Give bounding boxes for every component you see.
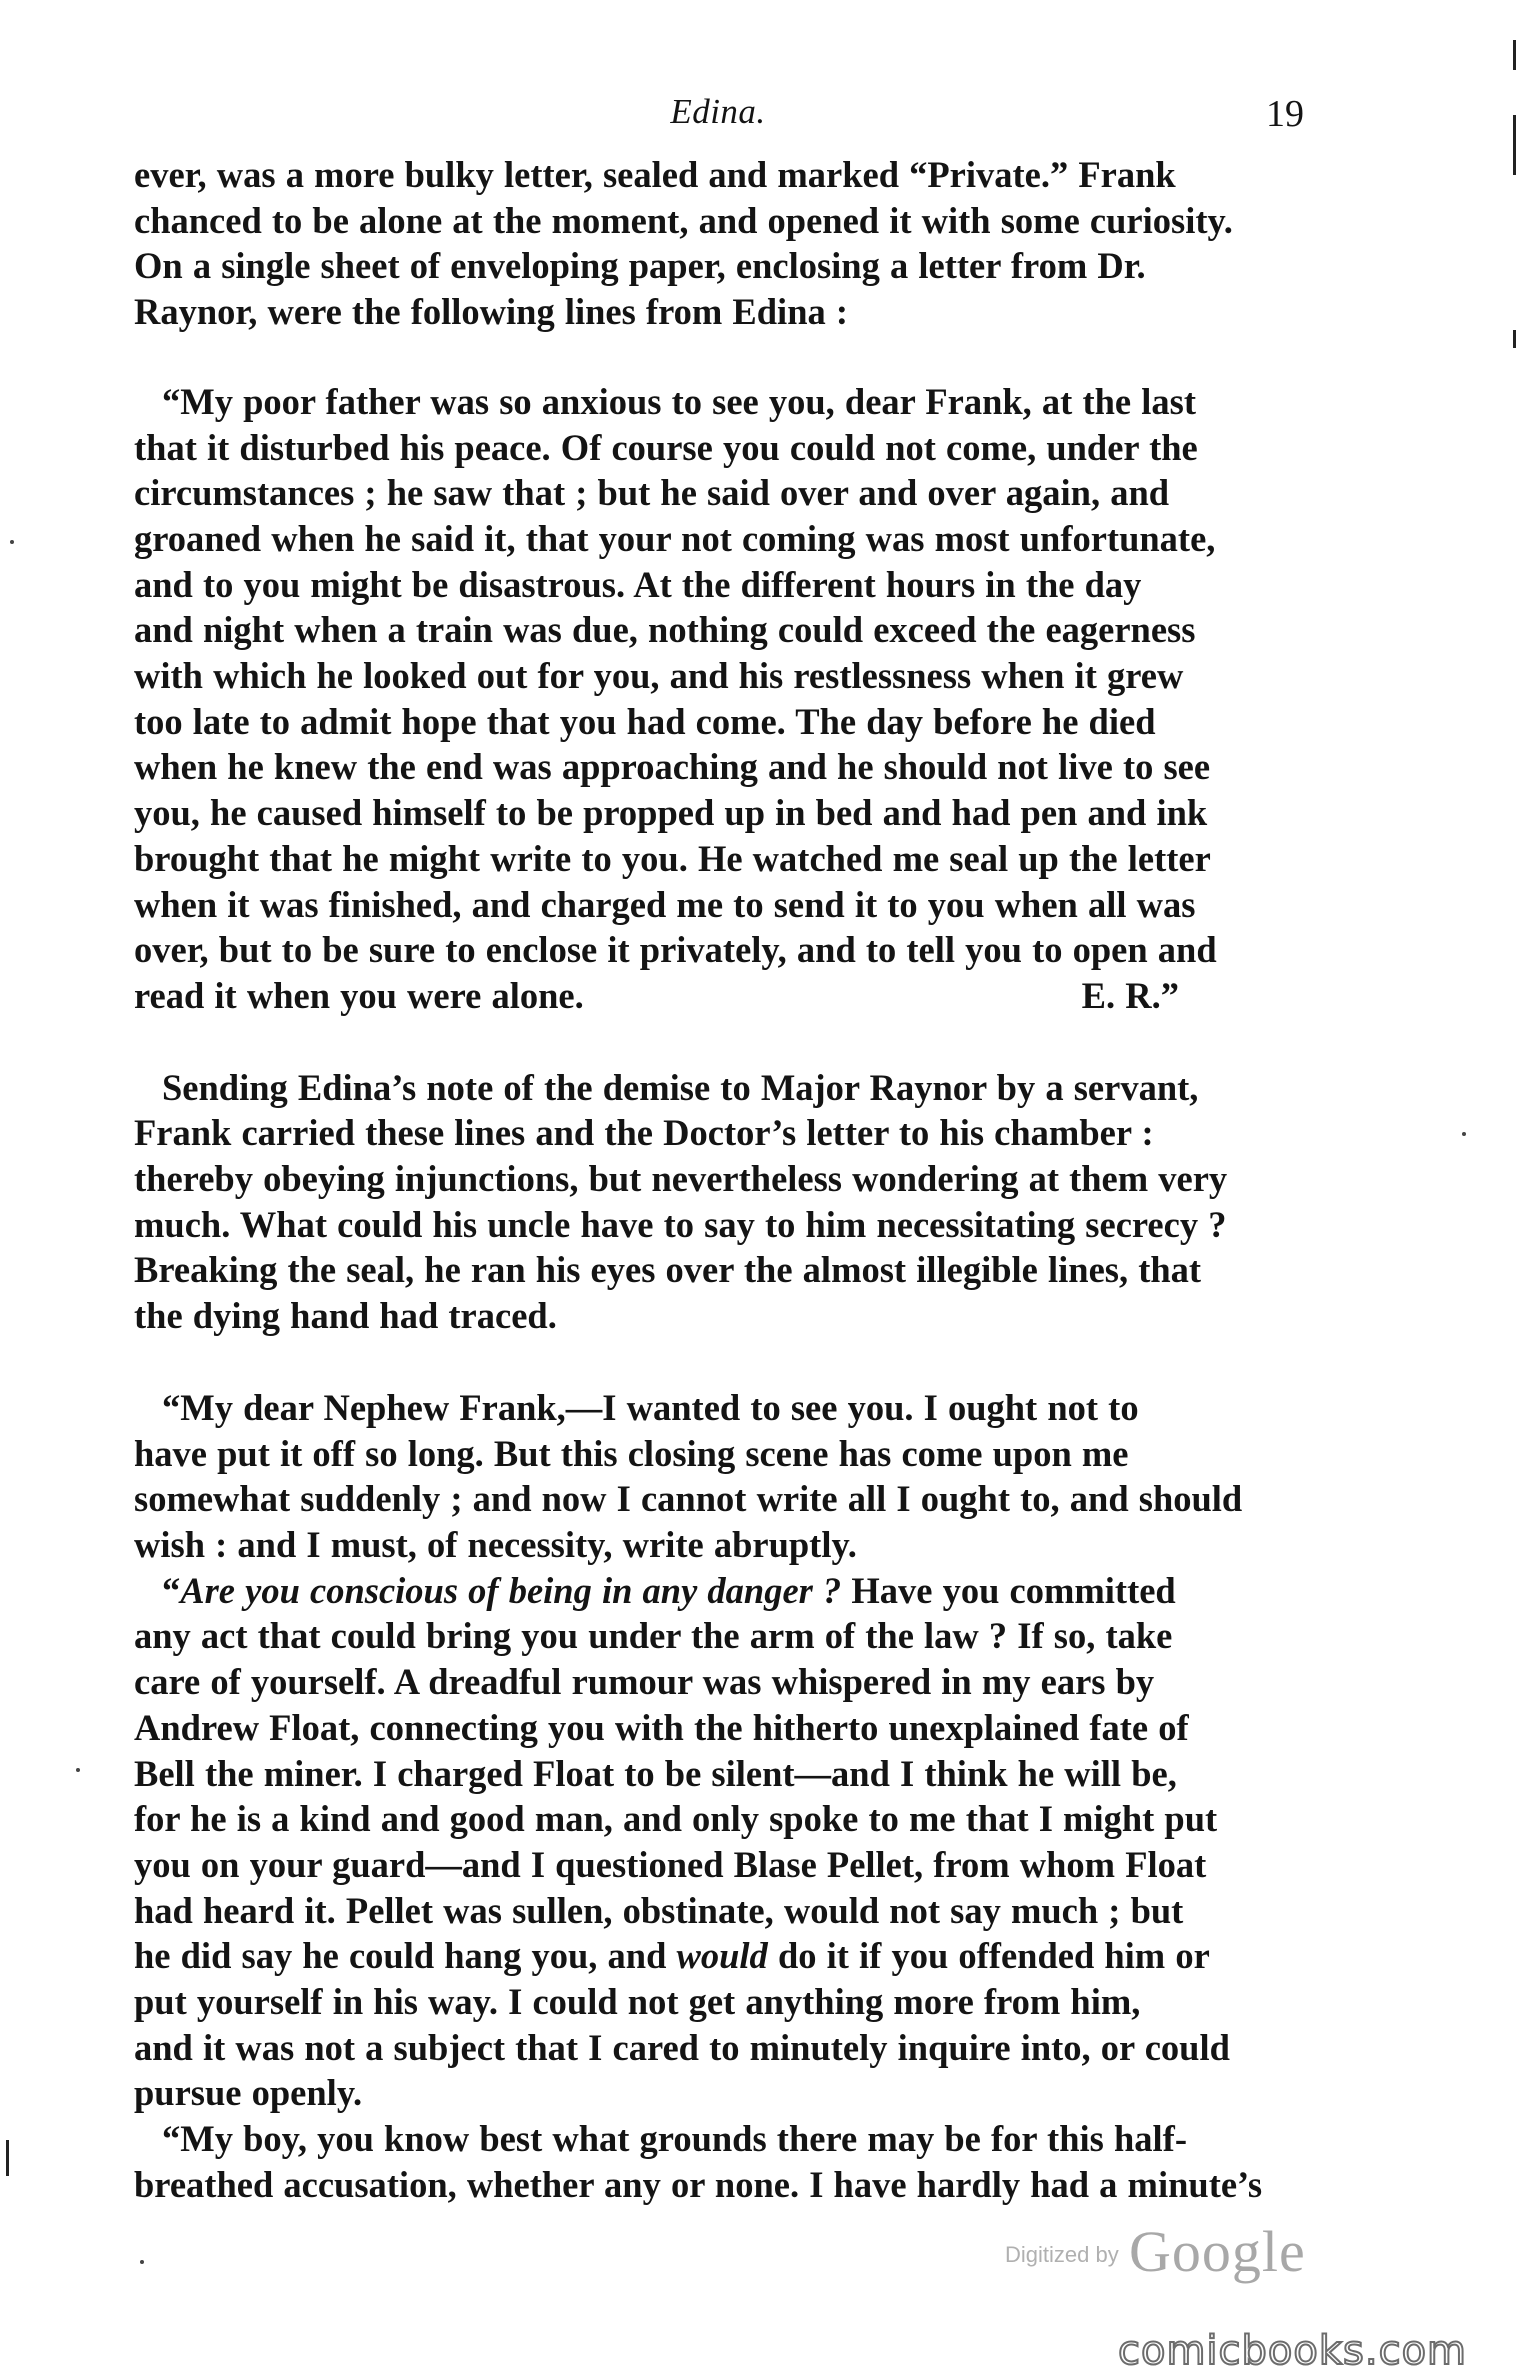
text-line: “My poor father was so anxious to see you, dear Frank, at the last: [162, 380, 1196, 422]
text-line: breathed accusation, whether any or none. I have hardly had a minute’s: [134, 2163, 1263, 2205]
digitized-by-google-logo: [1005, 2219, 1325, 2284]
paragraph-1: [134, 152, 1304, 335]
italic-question: Are you conscious of being in any danger ?: [180, 1569, 842, 1611]
digitized-label: Digitized by: [1005, 2242, 1119, 2267]
page-number: 19: [1266, 93, 1304, 135]
text-line: Frank carried these lines and the Doctor’s letter to his chamber :: [134, 1112, 1154, 1154]
text-line: read it when you were alone.: [134, 974, 584, 1016]
uncle-letter: [134, 1385, 1304, 2208]
text-fragment: do it if you offended him or: [767, 1935, 1210, 1977]
text-line: chanced to be alone at the moment, and opened it with some curiosity.: [134, 199, 1233, 241]
text-line: when it was finished, and charged me to send it to you when all was: [134, 883, 1196, 925]
text-line: ever, was a more bulky letter, sealed and marked “Private.” Frank: [134, 154, 1176, 195]
italic-would: would: [676, 1935, 768, 1977]
text-line: [134, 1933, 1304, 1979]
text-line: care of yourself. A dreadful rumour was whispered in my ears by: [134, 1661, 1155, 1703]
comicbooks-watermark: comicbooks.com: [1118, 2328, 1468, 2374]
text-line: for he is a kind and good man, and only spoke to me that I might put: [134, 1798, 1218, 1840]
text-line: circumstances ; he saw that ; but he said over and over again, and: [134, 472, 1170, 514]
scan-speck: [1462, 1132, 1466, 1136]
scan-edge-mark: [1513, 115, 1516, 175]
text-line: any act that could bring you under the arm of the law ? If so, take: [134, 1615, 1173, 1657]
text-line: you, he caused himself to be propped up in bed and had pen and ink: [134, 792, 1208, 834]
quote-mark: “: [162, 1569, 181, 1611]
text-line: have put it off so long. But this closing scene has come upon me: [134, 1432, 1129, 1474]
text-line: thereby obeying injunctions, but nevertheless wondering at them very: [134, 1158, 1228, 1200]
text-line: when he knew the end was approaching and he should not live to see: [134, 746, 1211, 788]
text-line: the dying hand had traced.: [134, 1295, 557, 1337]
signature-line: [134, 973, 1304, 1019]
text-line: Breaking the seal, he ran his eyes over the almost illegible lines, that: [134, 1249, 1202, 1291]
text-line: “My boy, you know best what grounds there may be for this half-: [162, 2118, 1187, 2160]
text-line: On a single sheet of enveloping paper, enclosing a letter from Dr.: [134, 245, 1146, 287]
scan-speck: [76, 1768, 80, 1772]
text-line: that it disturbed his peace. Of course you could not come, under the: [134, 426, 1198, 468]
text-line: too late to admit hope that you had come. The day before he died: [134, 700, 1156, 742]
text-fragment: Have you committed: [841, 1569, 1176, 1611]
text-line: wish : and I must, of necessity, write abruptly.: [134, 1523, 857, 1565]
text-line: Bell the miner. I charged Float to be silent—and I think he will be,: [134, 1752, 1177, 1794]
text-line: much. What could his uncle have to say to him necessitating secrecy ?: [134, 1203, 1227, 1245]
text-line: and night when a train was due, nothing could exceed the eagerness: [134, 609, 1196, 651]
text-line: and it was not a subject that I cared to minutely inquire into, or could: [134, 2026, 1230, 2068]
edina-note: [134, 379, 1304, 1019]
scan-speck: [10, 540, 14, 544]
text-line: Raynor, were the following lines from Edina :: [134, 291, 849, 333]
google-wordmark: Google: [1129, 2219, 1306, 2284]
text-line: [134, 1568, 1304, 1614]
page-header: [132, 92, 1304, 142]
paragraph-3: [134, 1065, 1304, 1339]
text-line: brought that he might write to you. He watched me seal up the letter: [134, 837, 1211, 879]
text-line: you on your guard—and I questioned Blase Pellet, from whom Float: [134, 1843, 1207, 1885]
scan-edge-mark: [6, 2140, 9, 2176]
scan-speck: [140, 2260, 144, 2264]
text-line: somewhat suddenly ; and now I cannot write all I ought to, and should: [134, 1478, 1243, 1520]
text-fragment: he did say he could hang you, and: [134, 1935, 677, 1977]
text-line: “My dear Nephew Frank,—I wanted to see you. I ought not to: [162, 1386, 1139, 1428]
text-line: and to you might be disastrous. At the different hours in the day: [134, 563, 1142, 605]
text-line: with which he looked out for you, and his restlessness when it grew: [134, 655, 1184, 697]
scan-edge-mark: [1513, 40, 1516, 70]
text-line: Sending Edina’s note of the demise to Major Raynor by a servant,: [162, 1066, 1199, 1108]
text-line: pursue openly.: [134, 2072, 363, 2114]
text-line: had heard it. Pellet was sullen, obstinate, would not say much ; but: [134, 1889, 1184, 1931]
scan-edge-mark: [1513, 330, 1516, 348]
text-line: over, but to be sure to enclose it privately, and to tell you to open and: [134, 929, 1217, 971]
signature: E. R.”: [1081, 974, 1179, 1016]
text-line: groaned when he said it, that your not coming was most unfortunate,: [134, 517, 1216, 559]
text-line: put yourself in his way. I could not get anything more from him,: [134, 1981, 1141, 2023]
running-title: Edina.: [670, 92, 766, 131]
text-line: Andrew Float, connecting you with the hitherto unexplained fate of: [134, 1706, 1189, 1748]
body-text: [134, 152, 1304, 2208]
